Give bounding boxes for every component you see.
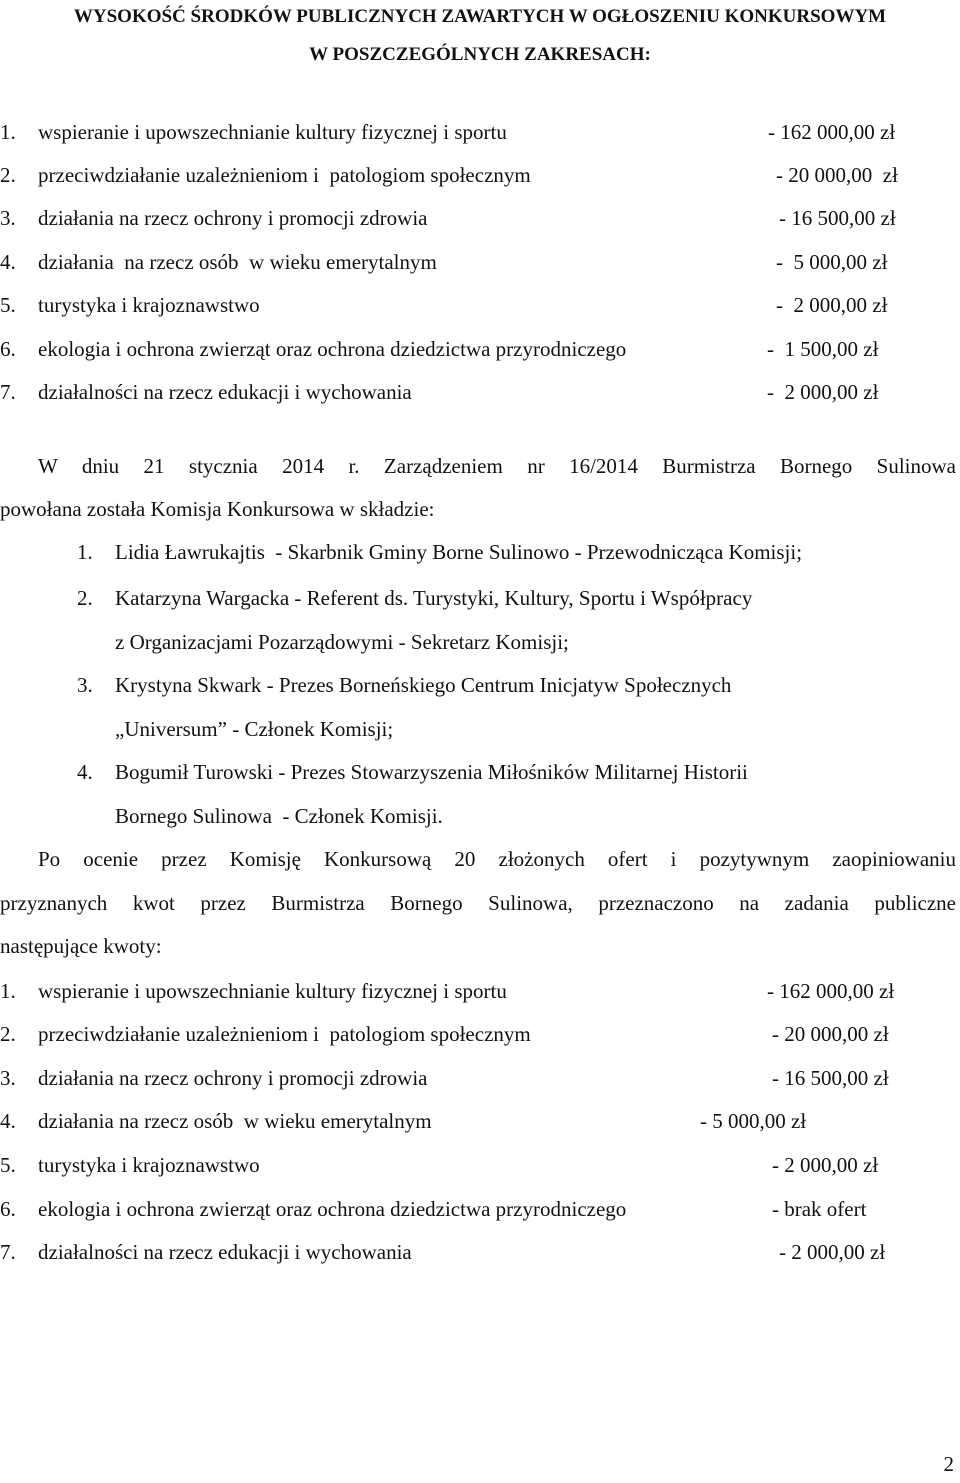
task-label: wspieranie i upowszechnianie kultury fizycznej i sportu: [38, 979, 507, 1003]
list-item: 6. ekologia i ochrona zwierząt oraz ochrona dziedzictwa przyrodniczego - brak ofert: [0, 1197, 867, 1221]
task-amount: - 5 000,00 zł: [700, 1109, 807, 1133]
task-amount: - 2 000,00 zł: [772, 1153, 879, 1177]
member-entry-continued: z Organizacjami Pozarządowymi - Sekretarz Komisji;: [115, 630, 569, 654]
task-amount: - 2 000,00 zł: [776, 293, 888, 317]
list-item: 5. turystyka i krajoznawstwo - 2 000,00 zł: [0, 293, 888, 317]
list-item: 5. turystyka i krajoznawstwo - 2 000,00 zł: [0, 1153, 879, 1177]
commission-intro-line-2: powołana została Komisja Konkursowa w składzie:: [0, 497, 435, 521]
commission-intro-line-1: W dniu 21 stycznia 2014 r. Zarządzeniem nr 16/2014 Burmistrza Bornego Sulinowa: [38, 454, 956, 478]
heading-line-1: WYSOKOŚĆ ŚRODKÓW PUBLICZNYCH ZAWARTYCH W OGŁOSZENIU KONKURSOWYM: [73, 6, 887, 27]
task-label: wspieranie i upowszechnianie kultury fizycznej i sportu: [38, 120, 507, 144]
page-number: 2: [943, 1452, 954, 1476]
list-item: 3. działania na rzecz ochrony i promocji zdrowia - 16 500,00 zł: [0, 1066, 889, 1090]
task-label: działania na rzecz osób w wieku emerytalnym: [38, 1109, 432, 1133]
task-label: przeciwdziałanie uzależnieniom i patologiom społecznym: [38, 1022, 531, 1046]
task-label: działania na rzecz ochrony i promocji zdrowia: [38, 206, 428, 230]
heading-line-2: W POSZCZEGÓLNYCH ZAKRESACH:: [309, 44, 651, 65]
task-amount: - 162 000,00 zł: [768, 120, 896, 144]
list-item: 6. ekologia i ochrona zwierząt oraz ochrona dziedzictwa przyrodniczego - 1 500,00 zł: [0, 337, 879, 361]
task-amount: - brak ofert: [772, 1197, 867, 1221]
task-label: przeciwdziałanie uzależnieniom i patologiom społecznym: [38, 163, 531, 187]
member-entry: Lidia Ławrukajtis - Skarbnik Gminy Borne Sulinowo - Przewodnicząca Komisji;: [115, 540, 803, 564]
list-item: 7. działalności na rzecz edukacji i wychowania - 2 000,00 zł: [0, 1240, 886, 1264]
task-label: działalności na rzecz edukacji i wychowania: [38, 380, 412, 404]
task-label: ekologia i ochrona zwierząt oraz ochrona dziedzictwa przyrodniczego: [38, 337, 627, 361]
member-entry-continued: Bornego Sulinowa - Członek Komisji.: [115, 804, 443, 828]
task-label: działania na rzecz ochrony i promocji zdrowia: [38, 1066, 428, 1090]
task-label: turystyka i krajoznawstwo: [38, 1153, 260, 1177]
member-entry-continued: „Universum” - Członek Komisji;: [115, 717, 394, 741]
task-label: ekologia i ochrona zwierząt oraz ochrona dziedzictwa przyrodniczego: [38, 1197, 627, 1221]
task-label: działalności na rzecz edukacji i wychowania: [38, 1240, 412, 1264]
task-amount: - 162 000,00 zł: [767, 979, 895, 1003]
list-item: 7. działalności na rzecz edukacji i wychowania - 2 000,00 zł: [0, 380, 879, 404]
evaluation-line-1: Po ocenie przez Komisję Konkursową 20 złożonych ofert i pozytywnym zaopiniowaniu: [38, 847, 956, 871]
task-amount: - 2 000,00 zł: [767, 380, 879, 404]
list-item: 1. wspieranie i upowszechnianie kultury fizycznej i sportu - 162 000,00 zł: [0, 979, 895, 1003]
task-amount: - 2 000,00 zł: [779, 1240, 886, 1264]
task-amount: - 5 000,00 zł: [776, 250, 888, 274]
task-amount: - 16 500,00 zł: [772, 1066, 889, 1090]
task-amount: - 1 500,00 zł: [767, 337, 879, 361]
member-entry: Bogumił Turowski - Prezes Stowarzyszenia Miłośników Militarnej Historii: [115, 760, 748, 784]
list-item: 1. wspieranie i upowszechnianie kultury fizycznej i sportu - 162 000,00 zł: [0, 120, 896, 144]
evaluation-line-3: następujące kwoty:: [0, 934, 162, 958]
member-entry: Krystyna Skwark - Prezes Borneńskiego Centrum Inicjatyw Społecznych: [115, 673, 732, 697]
task-amount: - 16 500,00 zł: [779, 206, 896, 230]
list-item: 2. przeciwdziałanie uzależnieniom i patologiom społecznym - 20 000,00 zł: [0, 1022, 889, 1046]
list-item: 4. działania na rzecz osób w wieku emerytalnym - 5 000,00 zł: [0, 250, 888, 274]
task-amount: - 20 000,00 zł: [776, 163, 898, 187]
task-amount: - 20 000,00 zł: [772, 1022, 889, 1046]
list-item: 3. działania na rzecz ochrony i promocji zdrowia - 16 500,00 zł: [0, 206, 896, 230]
evaluation-line-2: przyznanych kwot przez Burmistrza Bornego Sulinowa, przeznaczono na zadania publiczne: [0, 891, 956, 915]
list-item: 2. przeciwdziałanie uzależnieniom i patologiom społecznym - 20 000,00 zł: [0, 163, 898, 187]
list-item: 4. działania na rzecz osób w wieku emerytalnym - 5 000,00 zł: [0, 1109, 807, 1133]
task-label: turystyka i krajoznawstwo: [38, 293, 260, 317]
member-entry: Katarzyna Wargacka - Referent ds. Turystyki, Kultury, Sportu i Współpracy: [115, 586, 753, 610]
task-label: działania na rzecz osób w wieku emerytalnym: [38, 250, 437, 274]
